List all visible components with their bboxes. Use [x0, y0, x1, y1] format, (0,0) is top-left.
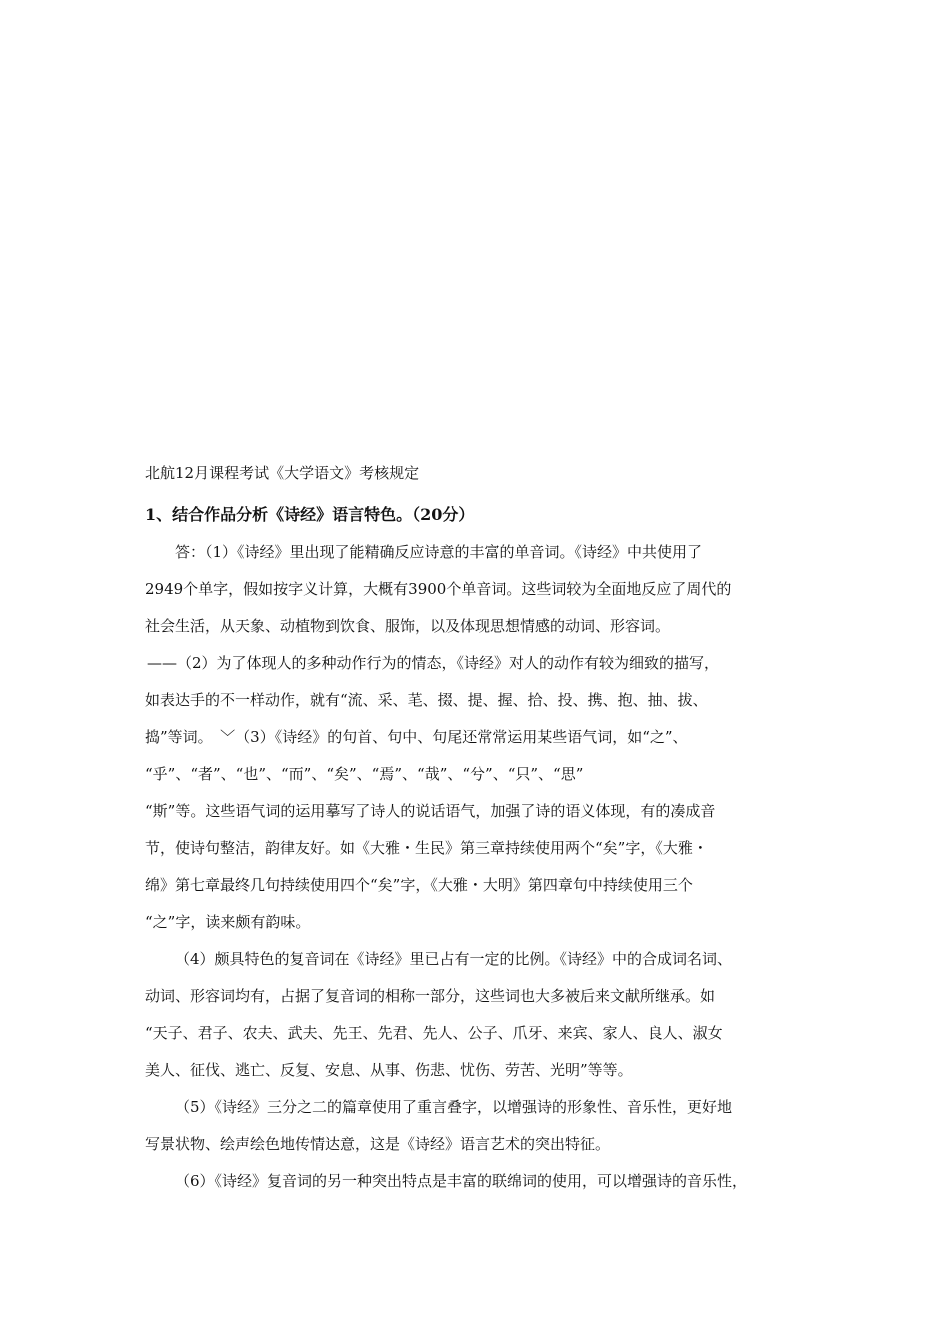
- answer-line: 绵》第七章最终几句持续使用四个“矣”字，《大雅・大明》第四章句中持续使用三个: [145, 876, 693, 894]
- document-title: 北航12月课程考试《大学语文》考核规定: [145, 464, 420, 482]
- answer-line: “之”字，读来颇有韵味。: [145, 913, 311, 931]
- answer-line: “斯”等。这些语气词的运用摹写了诗人的说话语气，加强了诗的语义体现，有的凑成音: [145, 802, 716, 820]
- answer-line: 写景状物、绘声绘色地传情达意，这是《诗经》语言艺术的突出特征。: [145, 1135, 611, 1153]
- answer-line: 动词、形容词均有，占据了复音词的相称一部分，这些词也大多被后来文献所继承。如: [145, 987, 716, 1005]
- answer-line: （6）《诗经》复音词的另一种突出特点是丰富的联绵词的使用，可以增强诗的音乐性，: [175, 1172, 748, 1190]
- question-heading: 1、结合作品分析《诗经》语言特色。（20分）: [145, 505, 475, 524]
- answer-line: （4）颇具特色的复音词在《诗经》里已占有一定的比例。《诗经》中的合成词名词、: [175, 950, 733, 968]
- answer-line: （5）《诗经》三分之二的篇章使用了重言叠字，以增强诗的形象性、音乐性，更好地: [175, 1098, 733, 1116]
- answer-line: 如表达手的不一样动作，就有“流、采、芼、掇、提、握、拾、投、携、抱、抽、拔、: [145, 691, 708, 709]
- answer-line: “天子、君子、农夫、武夫、先王、先君、先人、公子、爪牙、来宾、家人、良人、淑女: [145, 1024, 723, 1042]
- document-body: [145, 462, 813, 1200]
- answer-line: 节，使诗句整洁，韵律友好。如《大雅・生民》第三章持续使用两个“矣”字，《大雅・: [145, 839, 708, 857]
- answer-line: “乎”、“者”、“也”、“而”、“矣”、“焉”、“哉”、“兮”、“只”、“思”: [145, 765, 584, 783]
- answer-line: 捣”等词。 ﹀（3）《诗经》的句首、句中、句尾还常常运用某些语气词，如“之”、: [145, 728, 688, 746]
- answer-line: 答：（1）《诗经》里出现了能精确反应诗意的丰富的单音词。《诗经》中共使用了: [175, 543, 703, 561]
- answer-line: 2949个单字，假如按字义计算，大概有3900个单音词。这些词较为全面地反应了周代的: [145, 580, 732, 598]
- answer-line: 美人、征伐、逃亡、反复、安息、从事、伤悲、忧伤、劳苦、光明”等等。: [145, 1061, 633, 1079]
- answer-line: ——（2）为了体现人的多种动作行为的情态，《诗经》对人的动作有较为细致的描写，: [147, 654, 720, 672]
- answer-line: 社会生活，从天象、动植物到饮食、服饰，以及体现思想情感的动词、形容词。: [145, 617, 671, 635]
